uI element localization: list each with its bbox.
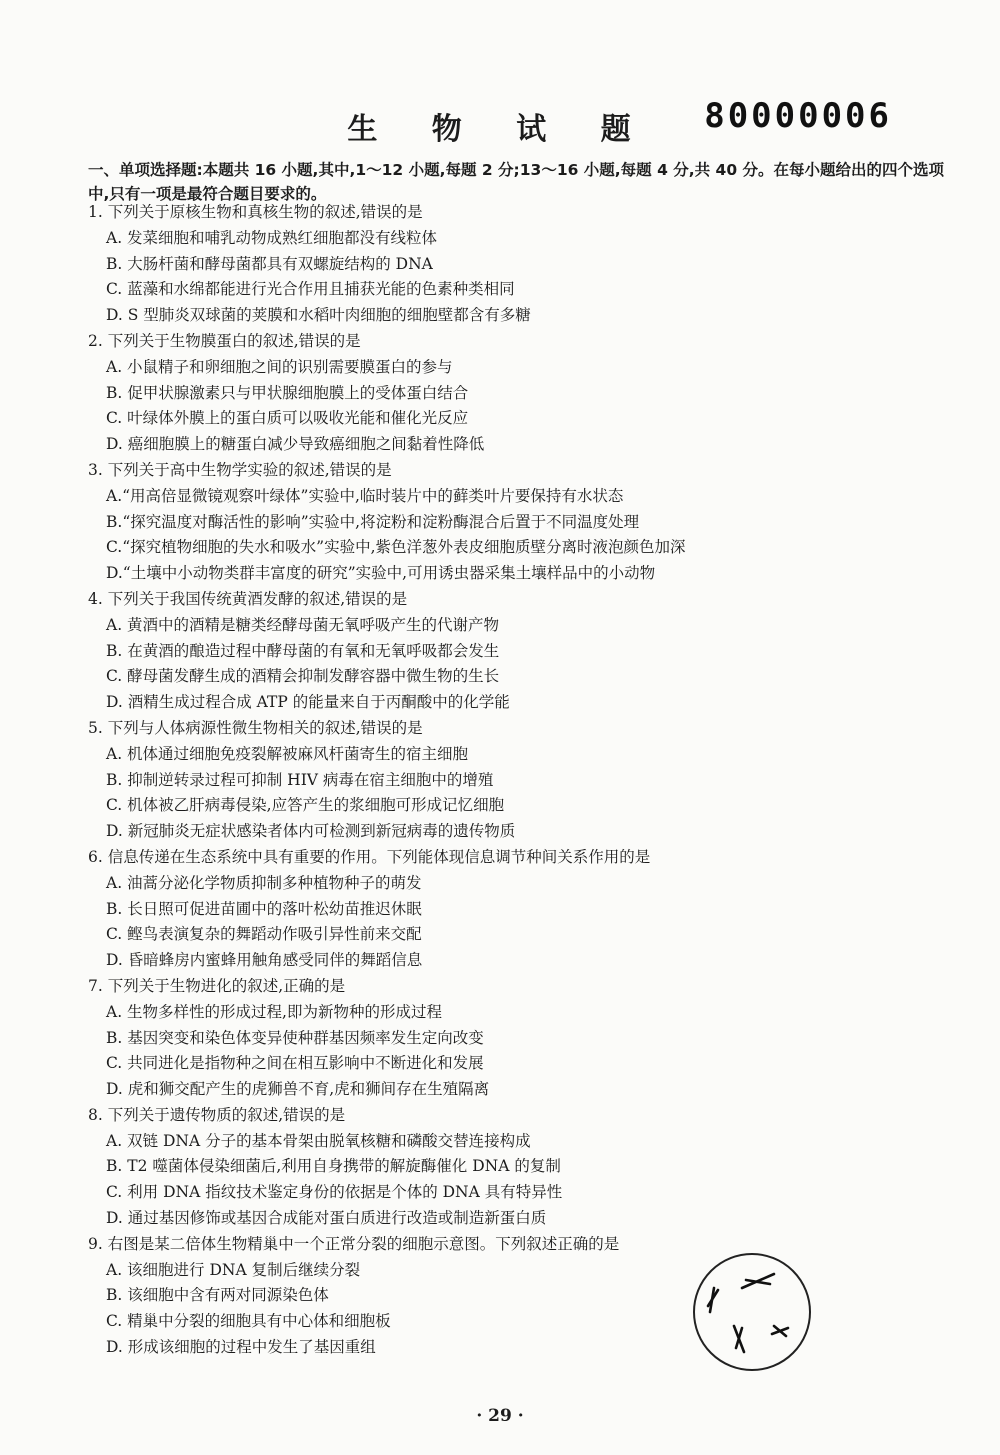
question-stem: 2. 下列关于生物膜蛋白的叙述,错误的是 [88, 331, 361, 350]
question-stem: 1. 下列关于原核生物和真核生物的叙述,错误的是 [88, 203, 423, 221]
option-a: A. 油蒿分泌化学物质抑制多种植物种子的萌发 [106, 873, 422, 892]
question-stem: 4. 下列关于我国传统黄酒发酵的叙述,错误的是 [88, 589, 408, 608]
question-stem: 3. 下列关于高中生物学实验的叙述,错误的是 [88, 460, 392, 479]
question-4 [88, 587, 948, 716]
question-6 [88, 845, 948, 974]
question-list [88, 200, 948, 1361]
page-number: · 29 · [476, 1406, 524, 1426]
chromosome-left [708, 1288, 718, 1312]
cell-division-diagram [690, 1250, 814, 1374]
question-9 [88, 1232, 948, 1361]
option-b: B. 该细胞中含有两对同源染色体 [106, 1286, 329, 1305]
question-7 [88, 974, 948, 1103]
option-b: B. 抑制逆转录过程可抑制 HIV 病毒在宿主细胞中的增殖 [106, 770, 494, 789]
option-d: D. 酒精生成过程合成 ATP 的能量来自于丙酮酸中的化学能 [106, 693, 510, 712]
option-a: A.“用高倍显微镜观察叶绿体”实验中,临时装片中的藓类叶片要保持有水状态 [106, 486, 624, 505]
option-a: A. 该细胞进行 DNA 复制后继续分裂 [106, 1260, 361, 1279]
question-5 [88, 716, 948, 845]
option-d: D. 虎和狮交配产生的虎狮兽不育,虎和狮间存在生殖隔离 [106, 1080, 490, 1099]
section-instructions: 一、单项选择题:本题共 16 小题,其中,1～12 小题,每题 2 分;13～16 小题,每题 4 分,共 40 分。在每小题给出的四个选项中,只有一项是最符合题目要求的。 [88, 161, 945, 203]
option-b: B. 大肠杆菌和酵母菌都具有双螺旋结构的 DNA [106, 254, 433, 273]
option-a: A. 发菜细胞和哺乳动物成熟红细胞都没有线粒体 [106, 228, 438, 247]
option-c: C. 共同进化是指物种之间在相互影响中不断进化和发展 [106, 1054, 484, 1073]
option-d: D. 癌细胞膜上的糖蛋白减少导致癌细胞之间黏着性降低 [106, 435, 485, 454]
question-2 [88, 329, 948, 458]
option-d: D. 通过基因修饰或基因合成能对蛋白质进行改造或制造新蛋白质 [106, 1209, 547, 1228]
option-c: C. 利用 DNA 指纹技术鉴定身份的依据是个体的 DNA 具有特异性 [106, 1183, 563, 1202]
option-d: D. 形成该细胞的过程中发生了基因重组 [106, 1338, 376, 1357]
question-stem: 7. 下列关于生物进化的叙述,正确的是 [88, 976, 346, 995]
option-a: A. 双链 DNA 分子的基本骨架由脱氧核糖和磷酸交替连接构成 [106, 1131, 531, 1150]
question-8 [88, 1103, 948, 1232]
question-stem: 5. 下列与人体病源性微生物相关的叙述,错误的是 [88, 718, 423, 737]
option-c: C. 机体被乙肝病毒侵染,应答产生的浆细胞可形成记忆细胞 [106, 796, 505, 815]
option-d: D.“土壤中小动物类群丰富度的研究”实验中,可用诱虫器采集土壤样品中的小动物 [106, 564, 656, 583]
option-b: B. 促甲状腺激素只与甲状腺细胞膜上的受体蛋白结合 [106, 383, 469, 402]
option-c: C. 鲣鸟表演复杂的舞蹈动作吸引异性前来交配 [106, 925, 422, 944]
page-title: 生 物 试 题 [347, 112, 653, 147]
option-a: A. 小鼠精子和卵细胞之间的识别需要膜蛋白的参与 [106, 357, 453, 376]
option-b: B. 长日照可促进苗圃中的落叶松幼苗推迟休眠 [106, 899, 422, 918]
option-a: A. 黄酒中的酒精是糖类经酵母菌无氧呼吸产生的代谢产物 [106, 615, 500, 634]
chromosome-right [772, 1326, 788, 1336]
question-1 [88, 200, 948, 329]
option-c: C. 精巢中分裂的细胞具有中心体和细胞板 [106, 1312, 391, 1331]
option-c: C. 蓝藻和水绵都能进行光合作用且捕获光能的色素种类相同 [106, 280, 515, 299]
option-c: C. 酵母菌发酵生成的酒精会抑制发酵容器中微生物的生长 [106, 667, 500, 686]
option-a: A. 机体通过细胞免疫裂解被麻风杆菌寄生的宿主细胞 [106, 744, 469, 763]
chromosome-bottom [734, 1326, 744, 1352]
question-stem: 9. 右图是某二倍体生物精巢中一个正常分裂的细胞示意图。下列叙述正确的是 [88, 1234, 620, 1253]
option-c: C. 叶绿体外膜上的蛋白质可以吸收光能和催化光反应 [106, 409, 469, 428]
question-stem: 8. 下列关于遗传物质的叙述,错误的是 [88, 1105, 346, 1124]
exam-code: 80000006 [704, 96, 892, 136]
chromosome-top [742, 1274, 774, 1288]
option-c: C.“探究植物细胞的失水和吸水”实验中,紫色洋葱外表皮细胞质壁分离时液泡颜色加深 [106, 538, 686, 557]
option-d: D. 新冠肺炎无症状感染者体内可检测到新冠病毒的遗传物质 [106, 822, 516, 841]
cell-membrane [694, 1254, 810, 1370]
question-3 [88, 458, 948, 587]
option-b: B. 在黄酒的酿造过程中酵母菌的有氧和无氧呼吸都会发生 [106, 641, 500, 660]
option-d: D. S 型肺炎双球菌的荚膜和水稻叶肉细胞的细胞壁都含有多糖 [106, 306, 531, 325]
option-b: B.“探究温度对酶活性的影响”实验中,将淀粉和淀粉酶混合后置于不同温度处理 [106, 512, 640, 531]
option-b: B. 基因突变和染色体变异使种群基因频率发生定向改变 [106, 1028, 484, 1047]
option-d: D. 昏暗蜂房内蜜蜂用触角感受同伴的舞蹈信息 [106, 951, 423, 970]
question-stem: 6. 信息传递在生态系统中具有重要的作用。下列能体现信息调节种间关系作用的是 [88, 847, 651, 866]
option-b: B. T2 噬菌体侵染细菌后,利用自身携带的解旋酶催化 DNA 的复制 [106, 1157, 561, 1176]
option-a: A. 生物多样性的形成过程,即为新物种的形成过程 [106, 1002, 442, 1021]
